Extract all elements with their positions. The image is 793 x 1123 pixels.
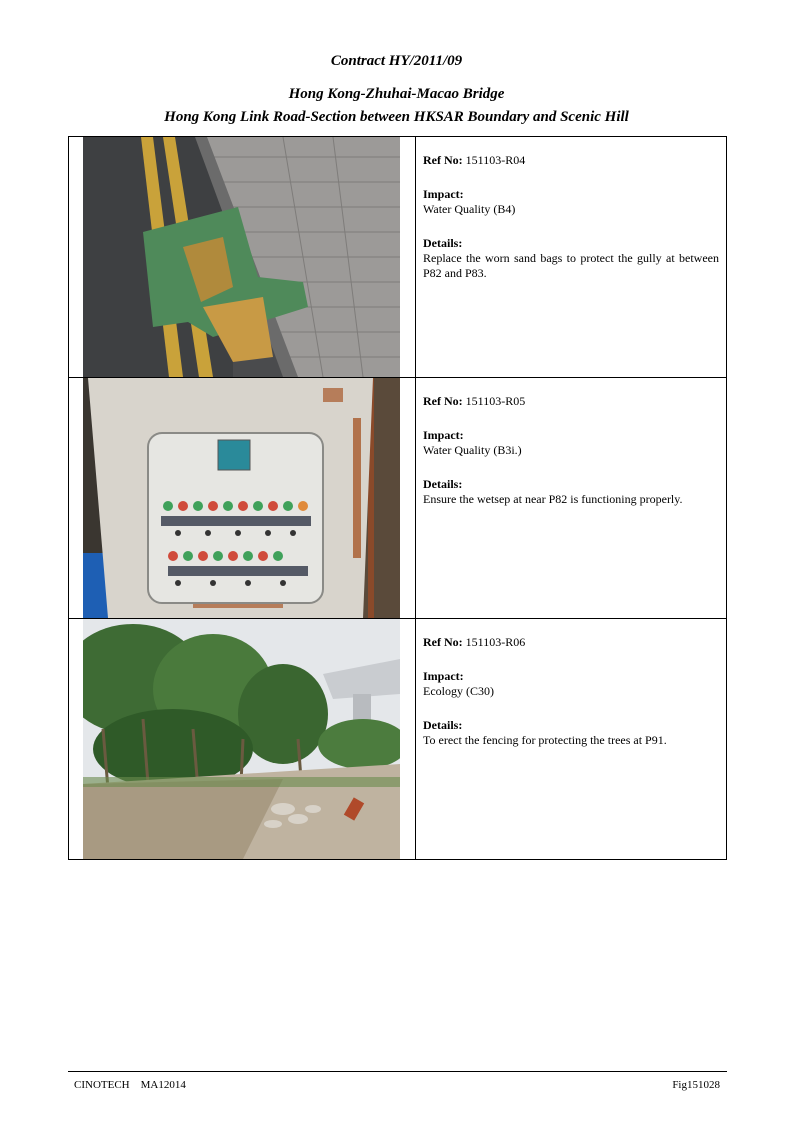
impact-value: Ecology (C30) bbox=[423, 684, 494, 698]
footer-company: CINOTECH bbox=[74, 1079, 130, 1091]
record-row bbox=[69, 378, 727, 619]
photo-cell bbox=[69, 619, 416, 860]
record-row bbox=[69, 619, 727, 860]
impact-label: Impact: bbox=[423, 428, 464, 442]
details-label: Details: bbox=[423, 718, 463, 732]
record-info-cell bbox=[416, 378, 727, 619]
impact-label: Impact: bbox=[423, 187, 464, 201]
details-value: Replace the worn sand bags to protect the gully at between P82 and P83. bbox=[423, 251, 719, 280]
ref-number: 151103-R06 bbox=[465, 635, 526, 649]
records-table bbox=[68, 136, 727, 860]
ref-label: Ref No: bbox=[423, 394, 463, 408]
details-label: Details: bbox=[423, 236, 463, 250]
impact-value: Water Quality (B3i.) bbox=[423, 443, 522, 457]
footer-report-id: MA12014 bbox=[140, 1079, 186, 1091]
project-title: Hong Kong-Zhuhai-Macao Bridge bbox=[288, 86, 505, 102]
details-value: Ensure the wetsep at near P82 is functioning properly. bbox=[423, 492, 683, 506]
ref-number: 151103-R05 bbox=[465, 394, 526, 408]
ref-label: Ref No: bbox=[423, 153, 463, 167]
footer-divider bbox=[68, 1071, 727, 1072]
record-info-cell bbox=[416, 619, 727, 860]
photo-cell bbox=[69, 378, 416, 619]
ref-label: Ref No: bbox=[423, 635, 463, 649]
details-label: Details: bbox=[423, 477, 463, 491]
impact-value: Water Quality (B4) bbox=[423, 202, 516, 216]
record-row bbox=[69, 137, 727, 378]
site-photo-wetsep bbox=[83, 378, 400, 618]
site-photo-gully bbox=[83, 137, 400, 377]
record-info-cell bbox=[416, 137, 727, 378]
contract-title: Contract HY/2011/09 bbox=[330, 53, 463, 69]
section-title: Hong Kong Link Road-Section between HKSAR Boundary and Scenic Hill bbox=[164, 109, 629, 125]
ref-number: 151103-R04 bbox=[465, 153, 526, 167]
impact-label: Impact: bbox=[423, 669, 464, 683]
footer-figure-id: Fig151028 bbox=[672, 1079, 720, 1091]
details-value: To erect the fencing for protecting the trees at P91. bbox=[423, 733, 667, 747]
site-photo-trees bbox=[83, 619, 400, 859]
footer-left bbox=[74, 1078, 186, 1092]
photo-cell bbox=[69, 137, 416, 378]
